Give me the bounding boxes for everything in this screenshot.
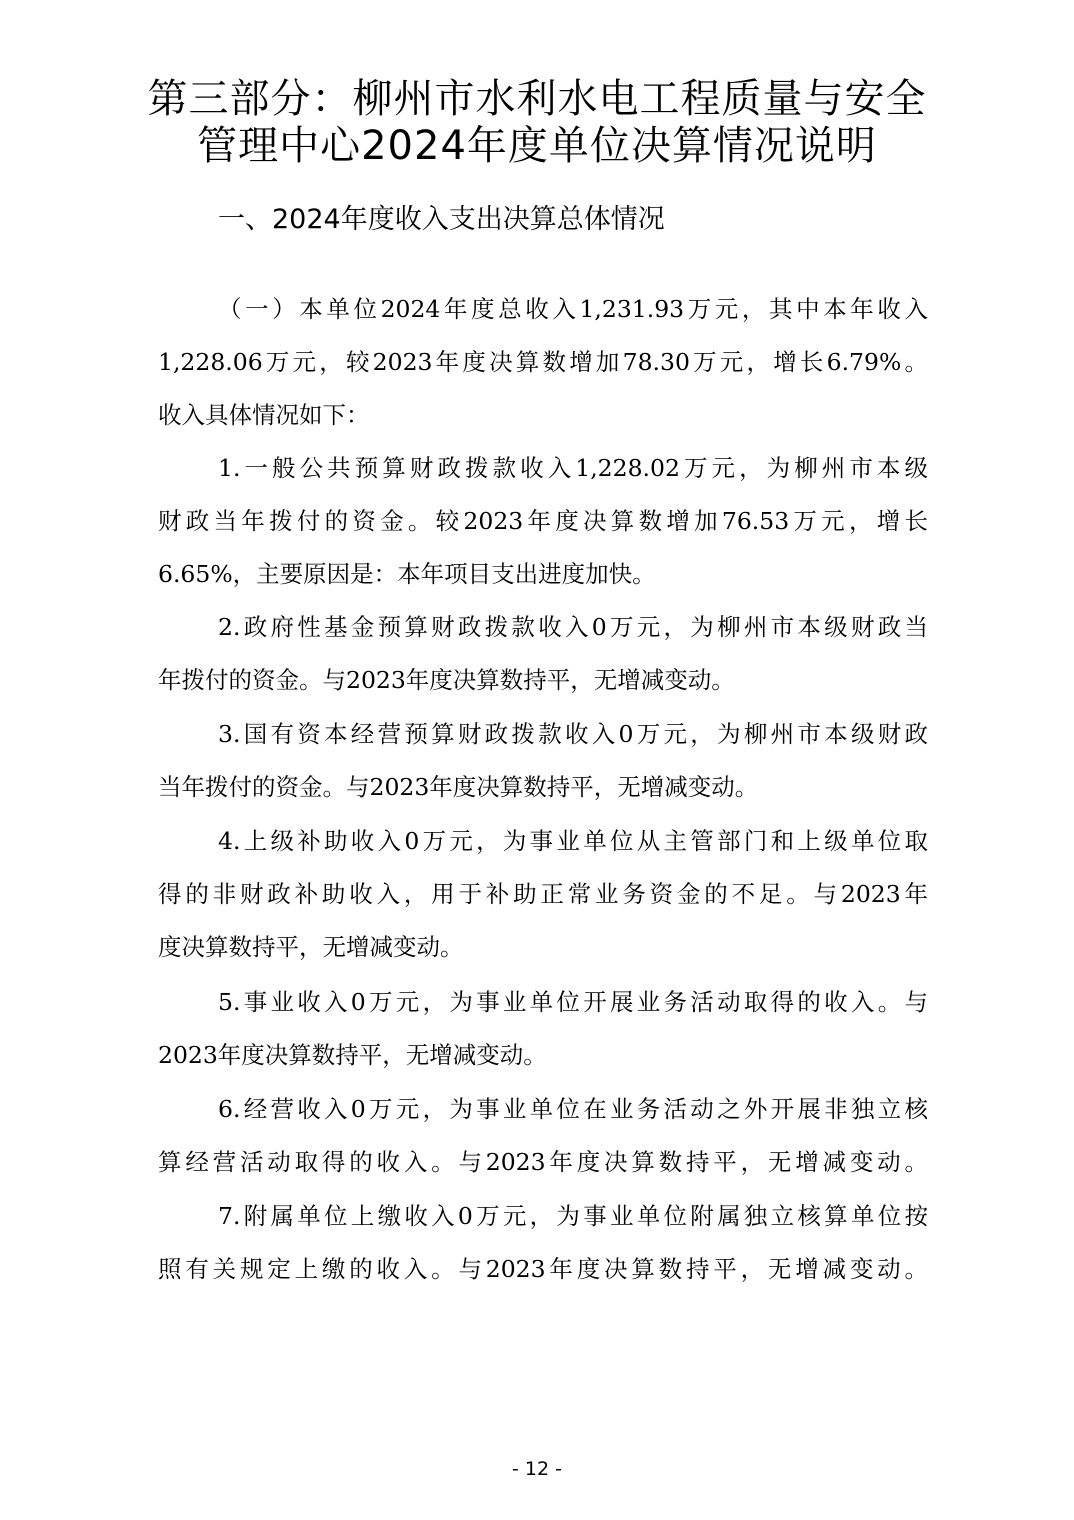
paragraph-operating-income — [158, 1083, 928, 1189]
paragraph-line: 2.政府性基金预算财政拨款收入0万元，为柳州市本级财政当 — [218, 613, 928, 641]
paragraph-line: 照有关规定上缴的收入。与2023年度决算数持平，无增减变动。 — [158, 1255, 928, 1283]
paragraph-government-fund — [158, 601, 928, 707]
document-title — [0, 76, 1074, 170]
paragraph-line: 当年拨付的资金。与2023年度决算数持平，无增减变动。 — [158, 773, 759, 801]
paragraph-affiliated-units — [158, 1190, 928, 1296]
paragraph-line: 2023年度决算数持平，无增减变动。 — [158, 1041, 547, 1069]
paragraph-superior-subsidy — [158, 815, 928, 974]
paragraph-line: （一）本单位2024年度总收入1,231.93万元，其中本年收入 — [218, 295, 928, 323]
paragraph-line: 1.一般公共预算财政拨款收入1,228.02万元，为柳州市本级 — [218, 454, 928, 482]
paragraph-state-capital — [158, 708, 928, 814]
section-heading: 一、2024年度收入支出决算总体情况 — [218, 204, 665, 235]
page-number: - 12 - — [512, 1458, 562, 1480]
paragraph-total-income — [158, 283, 928, 442]
paragraph-line: 4.上级补助收入0万元，为事业单位从主管部门和上级单位取 — [218, 827, 928, 855]
paragraph-line: 得的非财政补助收入，用于补助正常业务资金的不足。与2023年 — [158, 880, 928, 908]
paragraph-line: 6.65%，主要原因是：本年项目支出进度加快。 — [158, 560, 656, 588]
paragraph-line: 7.附属单位上缴收入0万元，为事业单位附属独立核算单位按 — [218, 1202, 928, 1230]
paragraph-line: 算经营活动取得的收入。与2023年度决算数持平，无增减变动。 — [158, 1148, 928, 1176]
paragraph-line: 6.经营收入0万元，为事业单位在业务活动之外开展非独立核 — [218, 1095, 928, 1123]
paragraph-line: 5.事业收入0万元，为事业单位开展业务活动取得的收入。与 — [218, 988, 928, 1016]
paragraph-line: 1,228.06万元，较2023年度决算数增加78.30万元，增长6.79%。 — [158, 348, 928, 376]
title-line-1: 第三部分：柳州市水利水电工程质量与安全 — [147, 76, 927, 122]
paragraph-line: 度决算数持平，无增减变动。 — [158, 933, 464, 961]
paragraph-line: 收入具体情况如下： — [158, 401, 370, 429]
paragraph-line: 3.国有资本经营预算财政拨款收入0万元，为柳州市本级财政 — [218, 720, 928, 748]
title-line-2: 管理中心2024年度单位决算情况说明 — [197, 123, 877, 169]
paragraph-general-budget — [158, 442, 928, 601]
paragraph-line: 年拨付的资金。与2023年度决算数持平，无增减变动。 — [158, 666, 735, 694]
paragraph-business-income — [158, 976, 928, 1082]
paragraph-line: 财政当年拨付的资金。较2023年度决算数增加76.53万元，增长 — [158, 507, 928, 535]
